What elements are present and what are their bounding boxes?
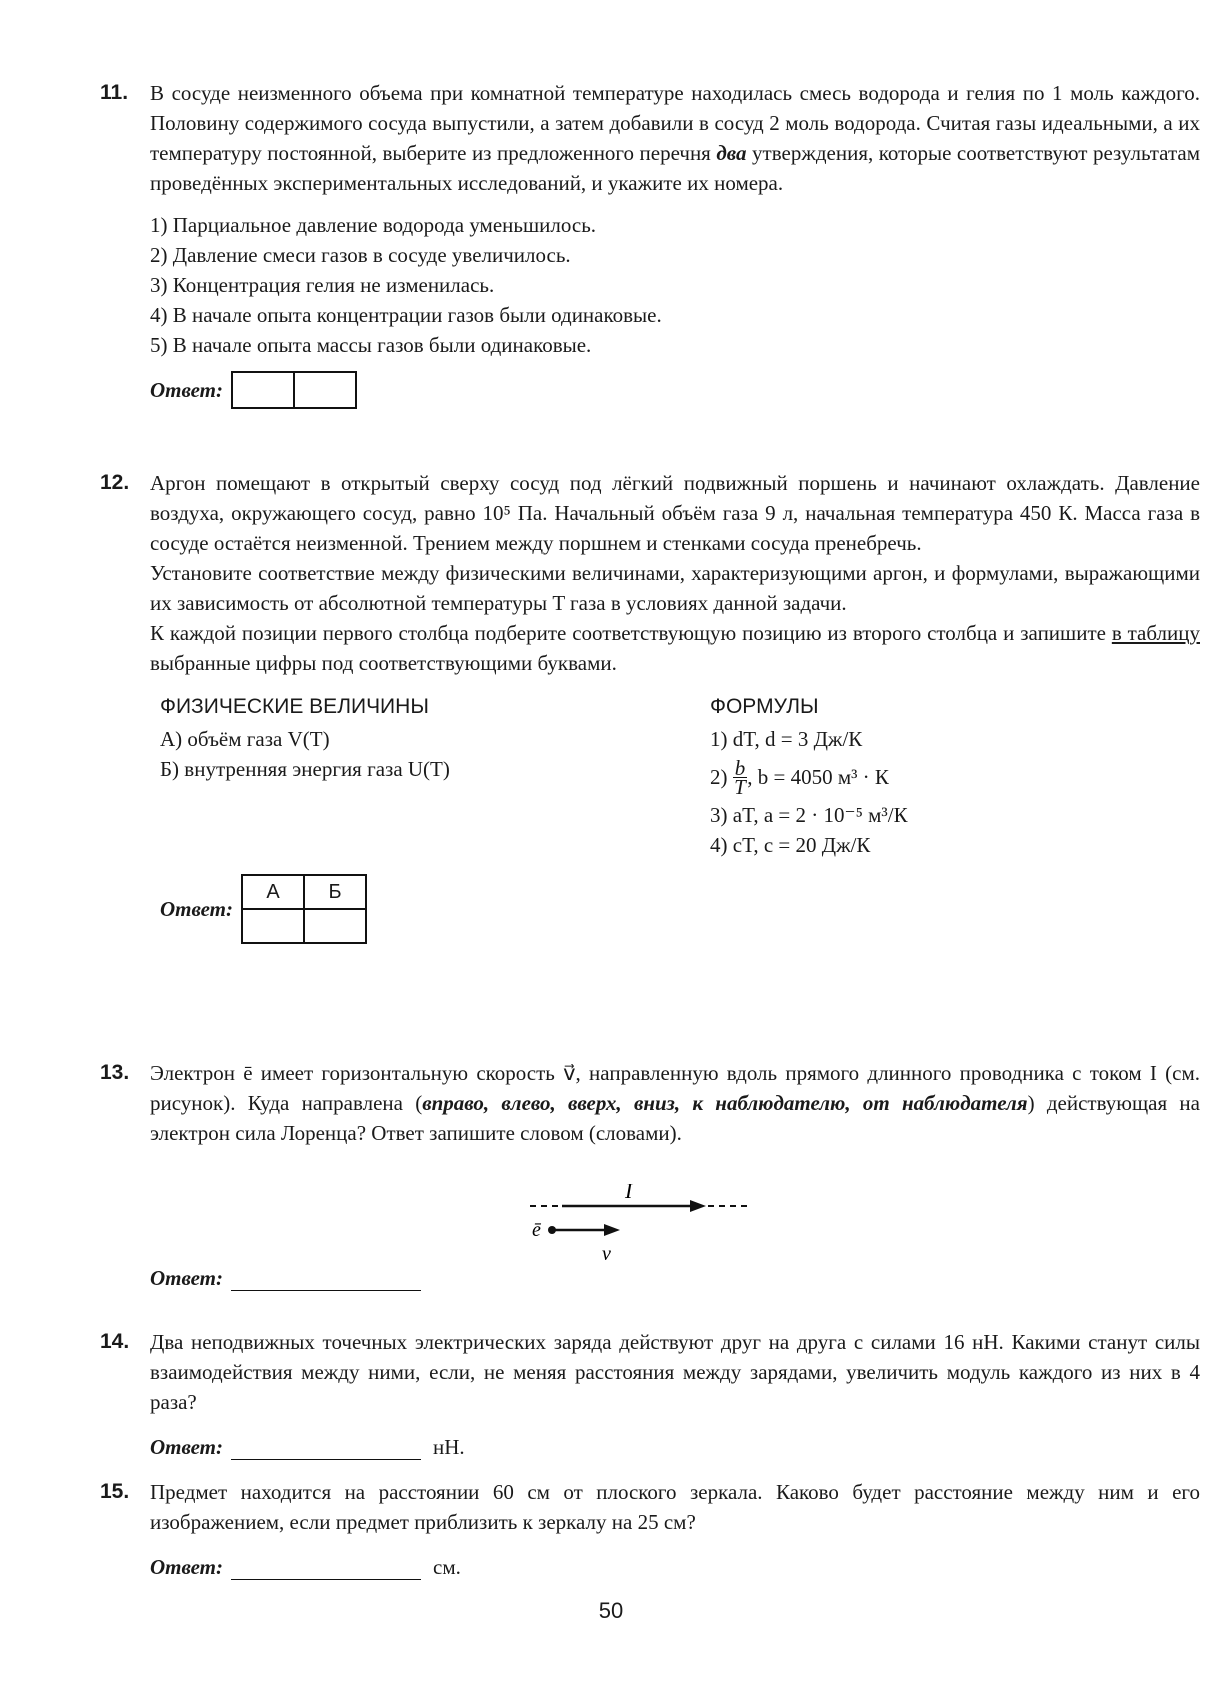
task-number: 15.	[100, 1480, 130, 1503]
task-11	[100, 78, 1200, 410]
table-head-b: Б	[304, 875, 366, 909]
answer-row	[160, 872, 1200, 946]
task-15	[100, 1477, 1200, 1587]
answer-unit: см.	[433, 1555, 461, 1579]
answer-unit: нН.	[433, 1435, 465, 1459]
formula-item: 3) aT, a = 2 · 10⁻⁵ м³/К	[710, 803, 908, 827]
column-quantities	[160, 692, 450, 784]
option: 3) Концентрация гелия не изменилась.	[150, 273, 495, 297]
task-text	[150, 468, 1200, 678]
current-arrowhead	[690, 1200, 706, 1212]
paragraph: Аргон помещают в открытый сверху сосуд под лёгкий подвижный поршень и начинают охлаждать. Давление воздуха, окружающего сосуд, равно 10⁵ Па. Начальный объём газа 9 л, начальная температура 450 К. Масса газа в сосуде остаётся неизменной. Трением между поршнем и стенками сосуда пренебречь.	[150, 471, 1200, 555]
answer-cell[interactable]	[242, 909, 304, 943]
answer-cell[interactable]	[233, 373, 293, 407]
column-formulas	[710, 692, 908, 860]
column-heading: ФИЗИЧЕСКИЕ ВЕЛИЧИНЫ	[160, 695, 429, 718]
velocity-label: v⃗	[602, 1243, 627, 1264]
task-12	[100, 468, 1200, 946]
task-text	[150, 1058, 1200, 1148]
lorentz-figure	[530, 1184, 770, 1264]
fraction	[733, 755, 748, 799]
numerator: b	[734, 755, 746, 780]
answer-row	[150, 370, 1200, 410]
task-13	[100, 1058, 1200, 1298]
formula-item	[710, 754, 908, 800]
answer-line[interactable]	[231, 1435, 421, 1460]
task-number: 14.	[100, 1330, 130, 1353]
formula-number: 2)	[710, 765, 728, 789]
quantity-item: А) объём газа V(T)	[160, 727, 330, 751]
text-part: утверждения, которые соответствуют результатам проведённых экспериментальных исследований, и укажите их номера.	[150, 141, 1200, 195]
answer-cells[interactable]	[231, 371, 357, 409]
option: 5) В начале опыта массы газов были одинаковые.	[150, 333, 592, 357]
task-text: Предмет находится на расстоянии 60 см от плоского зеркала. Каково будет расстояние между ним и его изображением, если предмет приблизить к зеркалу на 25 см?	[150, 1480, 1200, 1534]
formula-tail: , b = 4050 м³ · К	[747, 765, 889, 789]
page-number: 50	[598, 1598, 624, 1623]
formula-item: 1) dT, d = 3 Дж/К	[710, 727, 863, 751]
options-list	[150, 210, 1200, 360]
answer-label: Ответ:	[150, 1555, 223, 1579]
text-part: К каждой позиции первого столбца подберите соответствующую позицию из второго столбца и запишите	[150, 621, 1112, 645]
answer-label: Ответ:	[150, 378, 223, 402]
answer-row	[150, 1258, 1200, 1298]
denominator: T	[734, 774, 746, 799]
text-part: выбранные цифры под соответствующими буквами.	[150, 651, 617, 675]
answer-label: Ответ:	[160, 897, 233, 921]
paragraph	[150, 618, 1200, 678]
velocity-arrowhead	[604, 1224, 620, 1236]
text-part: ) действующая на электрон сила Лоренца? Ответ запишите словом (словами).	[150, 1091, 1200, 1145]
column-heading: ФОРМУЛЫ	[710, 695, 819, 718]
option: 4) В начале опыта концентрации газов были одинаковые.	[150, 303, 662, 327]
answer-line[interactable]	[231, 1555, 421, 1580]
answer-row	[150, 1427, 1200, 1467]
emphasis: два	[716, 141, 747, 165]
option: 2) Давление смеси газов в сосуде увеличилось.	[150, 243, 571, 267]
answer-line[interactable]	[231, 1266, 421, 1291]
answer-label: Ответ:	[150, 1435, 223, 1459]
paragraph: Установите соответствие между физическими величинами, характеризующими аргон, и формулами, выражающими их зависимость от абсолютной температуры T газа в условиях данной задачи.	[150, 561, 1200, 615]
electron-label: ē	[532, 1219, 541, 1241]
quantity-item: Б) внутренняя энергия газа U(T)	[160, 757, 450, 781]
task-number: 12.	[100, 471, 130, 494]
answer-cell[interactable]	[293, 373, 355, 407]
task-text	[150, 78, 1200, 198]
answer-cell[interactable]	[304, 909, 366, 943]
formula-item: 4) cT, c = 20 Дж/К	[710, 833, 871, 857]
text-part: Электрон ē имеет горизонтальную скорость v⃗, направленную вдоль прямого длинного проводника с током I (см. рисунок). Куда направлена (	[150, 1061, 1200, 1115]
task-number: 13.	[100, 1061, 130, 1084]
answer-table[interactable]	[241, 874, 367, 944]
text-part: В сосуде неизменного объема при комнатной температуре находилась смесь водорода и гелия по 1 моль каждого. Половину содержимого сосуда выпустили, а затем добавили в сосуд 2 моль водорода. Считая газы идеальными, а их температуру постоянной, выберите из предложенного перечня	[150, 81, 1200, 165]
table-head-a: А	[242, 875, 304, 909]
answer-row	[150, 1547, 1200, 1587]
option: 1) Парциальное давление водорода уменьшилось.	[150, 213, 597, 237]
underlined-text: в таблицу	[1111, 621, 1200, 645]
current-label: I	[625, 1184, 633, 1203]
answer-label: Ответ:	[150, 1266, 223, 1290]
task-14	[100, 1327, 1200, 1467]
emphasis: вправо, влево, вверх, вниз, к наблюдателю, от наблюдателя	[422, 1091, 1028, 1115]
matching-columns	[160, 692, 1200, 872]
task-text: Два неподвижных точечных электрических заряда действуют друг на друга с силами 16 нН. Какими станут силы взаимодействия между ними, если, не меняя расстояния между зарядами, увеличить модуль каждого из них в 4 раза?	[150, 1330, 1200, 1414]
task-number: 11.	[100, 81, 129, 104]
